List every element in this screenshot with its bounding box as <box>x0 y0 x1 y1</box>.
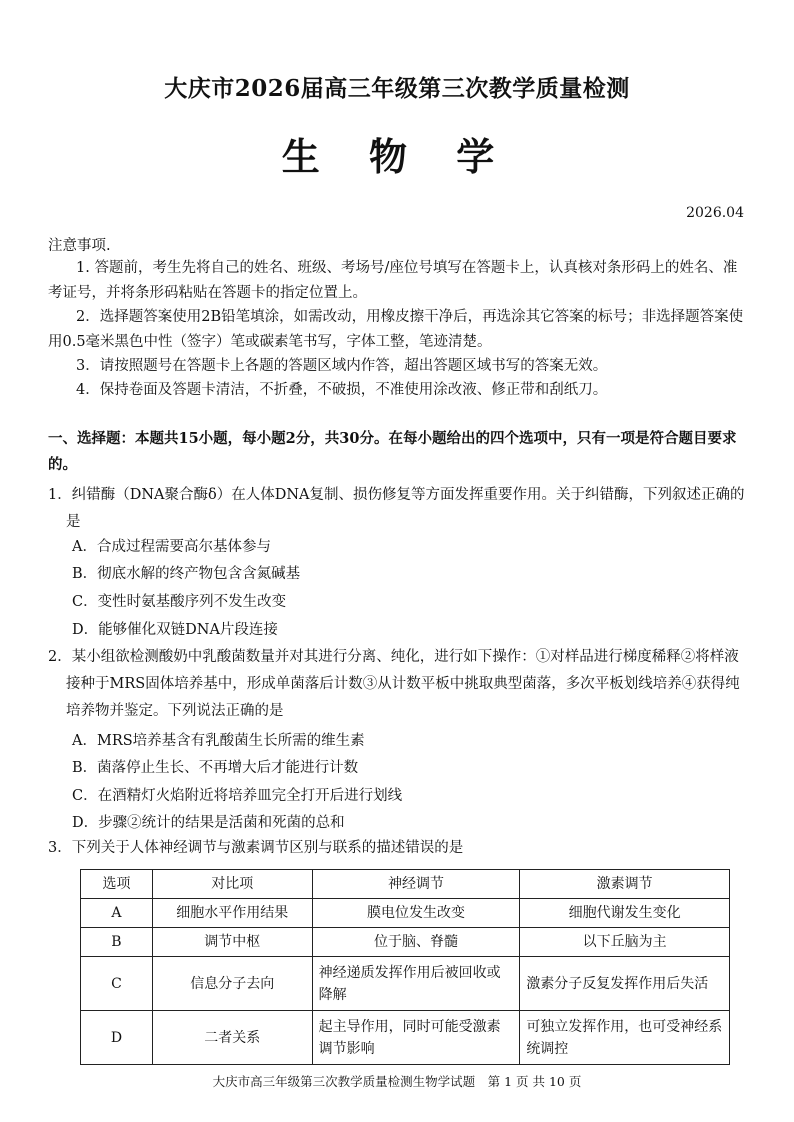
table-cell: 细胞代谢发生变化 <box>520 899 730 928</box>
table-cell: 膜电位发生改变 <box>312 899 520 928</box>
notice-item: 4．保持卷面及答题卡清洁，不折叠，不破损，不准使用涂改液、修正带和刮纸刀。 <box>76 382 608 398</box>
question-option: B．彻底水解的终产物包含含氮碱基 <box>72 566 301 582</box>
table-cell: 神经递质发挥作用后被回收或降解 <box>312 957 520 1011</box>
question-option: A．MRS培养基含有乳酸菌生长所需的维生素 <box>72 733 365 749</box>
question-option: C．变性时氨基酸序列不发生改变 <box>72 594 287 610</box>
subject-title: 生 物 学 <box>281 134 513 179</box>
table-header-cell: 神经调节 <box>312 870 520 899</box>
table-row <box>81 928 730 957</box>
table-row <box>81 1011 730 1065</box>
table-cell: 细胞水平作用结果 <box>152 899 312 928</box>
table-cell: A <box>81 899 153 928</box>
table-row <box>81 899 730 928</box>
table-cell: D <box>81 1011 153 1065</box>
exam-date: 2026.04 <box>686 205 744 221</box>
table-cell: B <box>81 928 153 957</box>
table-cell: 以下丘脑为主 <box>520 928 730 957</box>
question-stem: 2．某小组欲检测酸奶中乳酸菌数量并对其进行分离、纯化，进行如下操作：①对样品进行梯度稀释②将样液接种于MRS固体培养基中，形成单菌落后计数③从计数平板中挑取典型菌落，多次平板划线培养④获得纯培养物并鉴定。下列说法正确的是 <box>48 649 740 719</box>
table-cell: 位于脑、脊髓 <box>312 928 520 957</box>
section-heading: 一、选择题：本题共15小题，每小题2分，共30分。在每小题给出的四个选项中，只有一项是符合题目要求的。 <box>48 430 737 473</box>
question-stem: 1．纠错酶（DNA聚合酶δ）在人体DNA复制、损伤修复等方面发挥重要作用。关于纠错酶，下列叙述正确的是 <box>48 487 745 530</box>
table-header-cell: 激素调节 <box>520 870 730 899</box>
comparison-table <box>80 869 730 1065</box>
table-cell: 信息分子去向 <box>152 957 312 1011</box>
table-row <box>81 957 730 1011</box>
question-option: C．在酒精灯火焰附近将培养皿完全打开后进行划线 <box>72 788 403 804</box>
table-header-cell: 选项 <box>81 870 153 899</box>
table-cell: 起主导作用，同时可能受激素调节影响 <box>312 1011 520 1065</box>
question-option: A．合成过程需要高尔基体参与 <box>72 539 271 555</box>
notice-item: 2．选择题答案使用2B铅笔填涂，如需改动，用橡皮擦干净后，再选涂其它答案的标号；非选择题答案使用0.5毫米黑色中性（签字）笔或碳素笔书写，字体工整，笔迹清楚。 <box>48 309 744 350</box>
question-option: D．能够催化双链DNA片段连接 <box>72 622 278 638</box>
table-cell: 调节中枢 <box>152 928 312 957</box>
notice-item: 3．请按照题号在答题卡上各题的答题区域内作答，超出答题区域书写的答案无效。 <box>76 358 608 374</box>
table-cell: 二者关系 <box>152 1011 312 1065</box>
exam-title: 大庆市2026届高三年级第三次教学质量检测 <box>164 75 630 102</box>
notice-item: 1. 答题前，考生先将自己的姓名、班级、考场号/座位号填写在答题卡上，认真核对条形码上的姓名、准考证号，并将条形码粘贴在答题卡的指定位置上。 <box>48 260 738 301</box>
question-option: D．步骤②统计的结果是活菌和死菌的总和 <box>72 815 345 831</box>
table-header-row <box>81 870 730 899</box>
table-header-cell: 对比项 <box>152 870 312 899</box>
notice-heading: 注意事项. <box>48 238 111 254</box>
question-option: B．菌落停止生长、不再增大后才能进行计数 <box>72 760 359 776</box>
question-stem: 3．下列关于人体神经调节与激素调节区别与联系的描述错误的是 <box>48 840 464 856</box>
table-cell: 激素分子反复发挥作用后失活 <box>520 957 730 1011</box>
page-footer: 大庆市高三年级第三次教学质量检测生物学试题 第 1 页 共 10 页 <box>212 1074 582 1089</box>
table-cell: C <box>81 957 153 1011</box>
table-cell: 可独立发挥作用，也可受神经系统调控 <box>520 1011 730 1065</box>
